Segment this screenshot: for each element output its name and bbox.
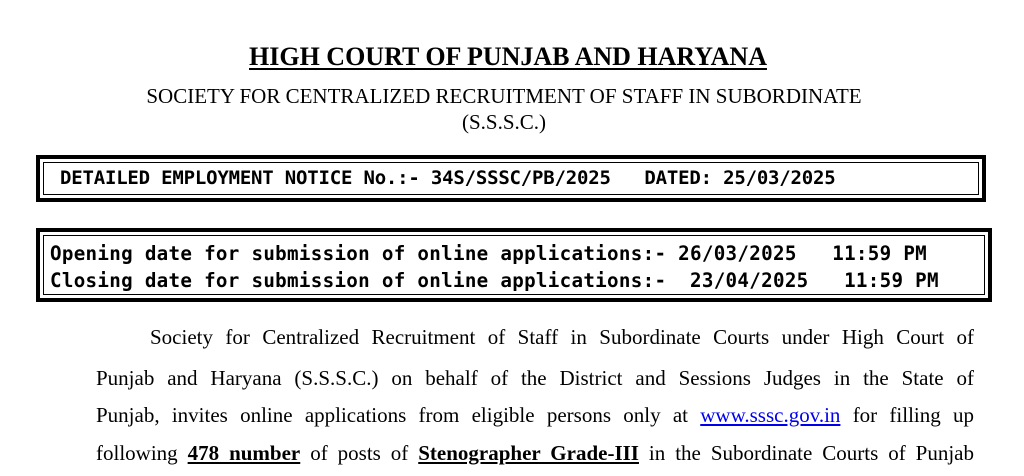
posts-count: 478 number	[187, 441, 301, 465]
body-paragraph-line-3	[96, 403, 974, 427]
notice-number-box	[36, 155, 986, 202]
closing-date-line: Closing date for submission of online applications:- 23/04/2025 11:59 PM	[50, 269, 939, 292]
line4-text-b: of posts of	[310, 441, 409, 465]
society-name-line: SOCIETY FOR CENTRALIZED RECRUITMENT OF STAFF IN SUBORDINATE	[146, 84, 862, 108]
body-paragraph-line-1: Society for Centralized Recruitment of Staff in Subordinate Courts under High Court of	[150, 325, 974, 349]
line4-text-c: in the Subordinate Courts of Punjab	[648, 441, 974, 465]
website-link[interactable]: www.sssc.gov.in	[700, 403, 841, 427]
line3-text-before: Punjab, invites online applications from eligible persons only at	[96, 403, 688, 427]
opening-date-line: Opening date for submission of online applications:- 26/03/2025 11:59 PM	[50, 242, 928, 265]
body-paragraph-line-2: Punjab and Haryana (S.S.S.C.) on behalf of the District and Sessions Judges in the State of	[96, 366, 974, 390]
line3-text-after: for filling up	[852, 403, 974, 427]
application-dates-box	[36, 228, 992, 302]
society-abbreviation: (S.S.S.C.)	[461, 110, 547, 134]
line4-text-a: following	[96, 441, 178, 465]
court-title	[0, 42, 1016, 72]
notice-number-text: DETAILED EMPLOYMENT NOTICE No.:- 34S/SSSC/PB/2025 DATED: 25/03/2025	[43, 162, 979, 195]
body-paragraph-line-4	[96, 441, 974, 465]
post-name: Stenographer Grade-III	[418, 441, 639, 465]
court-title-text: HIGH COURT OF PUNJAB AND HARYANA	[249, 42, 767, 71]
application-dates	[43, 235, 985, 295]
